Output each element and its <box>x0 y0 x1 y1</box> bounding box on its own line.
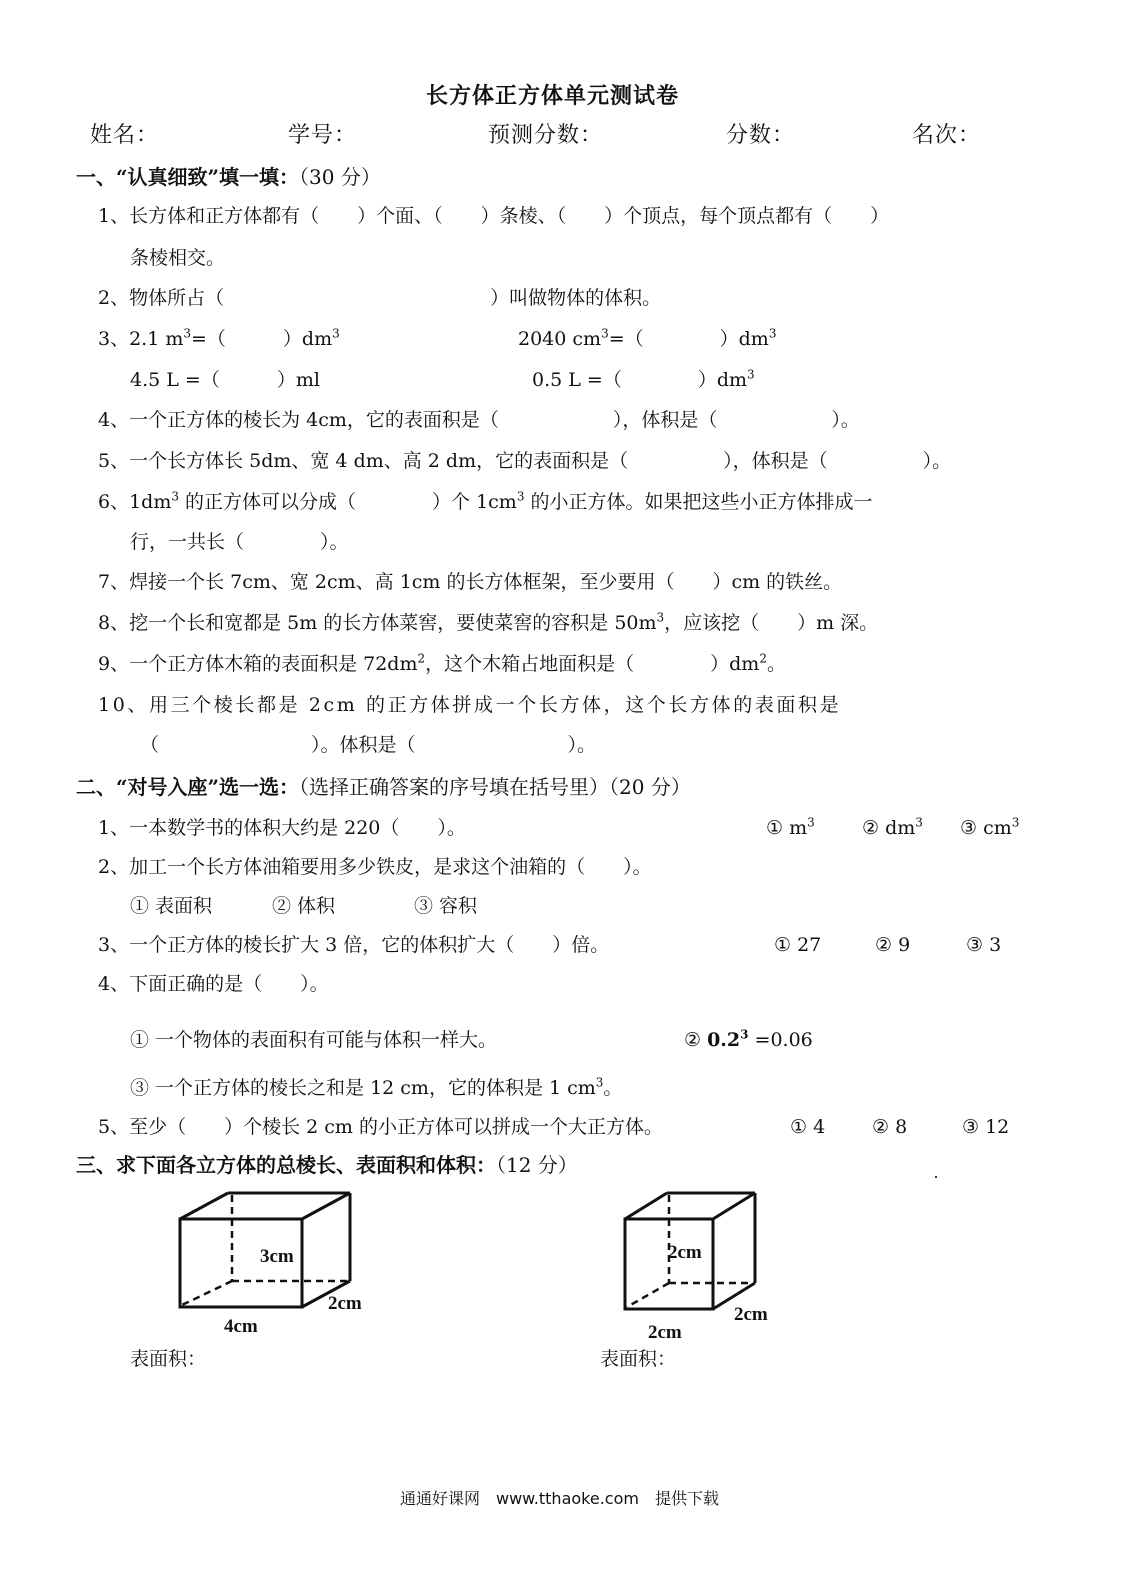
section-3-points: （12 分） <box>496 1153 578 1177</box>
question-1-10: 10、用三个棱长都是 2cm 的正方体拼成一个长方体，这个长方体的表面积是 <box>98 694 842 716</box>
opt: ③ 一个正方体的棱长之和是 12 cm，它的体积是 1 cm <box>130 1077 596 1099</box>
stray-dot <box>935 1176 937 1178</box>
q6-text2: 的正方体可以分成（ ）个 1cm <box>179 491 517 513</box>
sup: 3 <box>807 815 815 830</box>
q2-1-option-3 <box>960 816 1019 840</box>
section-1-points: （30 分） <box>299 165 381 189</box>
q2-1-option-2 <box>862 816 923 840</box>
page-title: 长方体正方体单元测试卷 <box>426 83 680 109</box>
question-1-10-cont: （ ）。体积是（ ）。 <box>140 734 597 756</box>
rank-label: 名次： <box>912 123 982 148</box>
question-1-3d <box>532 368 755 392</box>
question-1-6 <box>98 490 873 514</box>
sup: 3 <box>595 1075 604 1090</box>
opt: ① m <box>766 817 808 839</box>
q3b-text: 2040 cm <box>518 328 602 350</box>
sup: 3 <box>171 489 179 504</box>
section-2-points: （选择正确答案的序号填在括号里）（20 分） <box>299 775 691 799</box>
q6-text3: 的小正方体。如果把这些小正方体排成一 <box>524 491 873 513</box>
surface-area-label-2: 表面积： <box>600 1348 677 1370</box>
q2-5-option-3: ③ 12 <box>962 1116 1010 1138</box>
sup: 3 <box>1011 815 1020 830</box>
section-3-title <box>76 1153 578 1177</box>
opt: =0.06 <box>748 1029 813 1051</box>
cube-width-label: 2cm <box>734 1304 768 1325</box>
section-3-heading: 三、求下面各立方体的总棱长、表面积和体积： <box>76 1153 496 1177</box>
q3a-text2: =（ ）dm <box>191 328 333 350</box>
question-1-7: 7、焊接一个长 7cm、宽 2cm、高 1cm 的长方体框架，至少要用（ ）cm 的铁丝。 <box>98 571 843 593</box>
sup: 3 <box>768 326 777 341</box>
q2-4-option-2 <box>684 1028 813 1052</box>
q3a-text: 3、2.1 m <box>98 328 184 350</box>
question-2-2: 2、加工一个长方体油箱要用多少铁皮，是求这个油箱的（ ）。 <box>98 856 652 878</box>
cuboid-height-label: 3cm <box>260 1246 294 1267</box>
question-2-4: 4、下面正确的是（ ）。 <box>98 973 329 995</box>
sup: 3 <box>740 1027 749 1042</box>
sup: 3 <box>516 489 525 504</box>
question-1-6-cont: 行，一共长（ ）。 <box>130 531 349 553</box>
q3b-text2: =（ ）dm <box>608 328 769 350</box>
q9-text2: ，这个木箱占地面积是（ ）dm <box>425 653 760 675</box>
q3d-text: 0.5 L =（ ）dm <box>532 369 748 391</box>
cuboid-length-label: 4cm <box>224 1316 258 1337</box>
sup: 2 <box>759 651 767 666</box>
score-label: 分数： <box>726 123 796 148</box>
q2-2-option-2: ② 体积 <box>272 895 336 917</box>
opt-base: 0.2 <box>707 1029 741 1051</box>
question-1-3b <box>518 327 776 351</box>
sup: 2 <box>417 651 426 666</box>
cube-height-label: 2cm <box>668 1242 702 1263</box>
q2-4-option-3 <box>130 1076 622 1100</box>
q2-5-option-1: ① 4 <box>790 1116 826 1138</box>
question-1-8 <box>98 611 878 635</box>
q8-text2: ，应该挖（ ）m 深。 <box>664 612 879 634</box>
question-1-9 <box>98 652 786 676</box>
section-2-title <box>76 775 691 799</box>
question-1-2: 2、物体所占（ ）叫做物体的体积。 <box>98 287 662 309</box>
q2-3-option-2: ② 9 <box>875 934 911 956</box>
opt: ③ cm <box>960 817 1012 839</box>
question-1-5: 5、一个长方体长 5dm、宽 4 dm、高 2 dm，它的表面积是（ ），体积是（ ）。 <box>98 450 952 472</box>
name-label: 姓名： <box>90 123 160 148</box>
sup: 3 <box>601 326 609 341</box>
sup: 3 <box>656 610 665 625</box>
q2-4-option-1: ① 一个物体的表面积有可能与体积一样大。 <box>130 1029 498 1051</box>
q2-2-option-3: ③ 容积 <box>414 895 478 917</box>
question-1-3a <box>98 327 340 351</box>
q8-text: 8、挖一个长和宽都是 5m 的长方体菜窖，要使菜窖的容积是 50m <box>98 612 657 634</box>
question-2-1: 1、一本数学书的体积大约是 220（ ）。 <box>98 817 466 839</box>
sup: 3 <box>183 326 192 341</box>
q2-3-option-3: ③ 3 <box>966 934 1002 956</box>
sup: 3 <box>747 367 755 382</box>
cube-length-label: 2cm <box>648 1322 682 1343</box>
student-id-label: 学号： <box>288 123 358 148</box>
question-2-5: 5、至少（ ）个棱长 2 cm 的小正方体可以拼成一个大正方体。 <box>98 1116 663 1138</box>
sup: 3 <box>332 326 340 341</box>
q2-5-option-2: ② 8 <box>872 1116 908 1138</box>
q2-3-option-1: ① 27 <box>774 934 822 956</box>
q9-text3: 。 <box>766 653 786 675</box>
question-1-1: 1、长方体和正方体都有（ ）个面、（ ）条棱、（ ）个顶点，每个顶点都有（ ） <box>98 205 890 227</box>
cuboid-width-label: 2cm <box>328 1293 362 1314</box>
surface-area-label-1: 表面积： <box>130 1348 207 1370</box>
opt: 。 <box>603 1077 623 1099</box>
q6-text1: 6、1dm <box>98 491 172 513</box>
predicted-score-label: 预测分数： <box>488 123 604 148</box>
section-1-heading: 一、“认真细致”填一填： <box>76 165 300 189</box>
question-1-1-cont: 条棱相交。 <box>130 247 226 269</box>
question-1-4: 4、一个正方体的棱长为 4cm，它的表面积是（ ），体积是（ ）。 <box>98 409 860 431</box>
q2-1-option-1 <box>766 816 815 840</box>
section-1-title <box>76 165 381 189</box>
opt: ② <box>684 1029 708 1051</box>
footer-text: 通通好课网 www.tthaoke.com 提供下载 <box>400 1489 719 1508</box>
q2-2-option-1: ① 表面积 <box>130 895 213 917</box>
sup: 3 <box>915 815 923 830</box>
q9-text: 9、一个正方体木箱的表面积是 72dm <box>98 653 418 675</box>
opt: ② dm <box>862 817 916 839</box>
section-2-heading: 二、“对号入座”选一选： <box>76 775 300 799</box>
question-2-3: 3、一个正方体的棱长扩大 3 倍，它的体积扩大（ ）倍。 <box>98 934 610 956</box>
question-1-3c: 4.5 L =（ ）ml <box>130 369 320 391</box>
